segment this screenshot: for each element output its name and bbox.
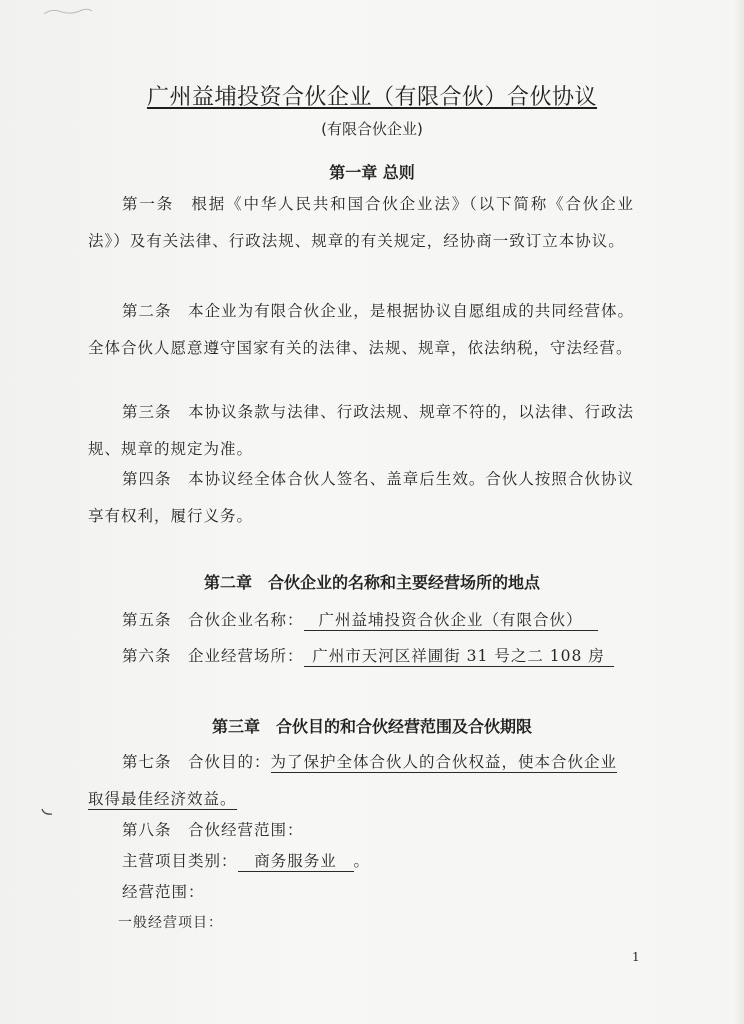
- chapter-2-heading: 第二章 合伙企业的名称和主要经营场所的地点: [203, 573, 540, 592]
- article-6-label: 第六条 企业经营场所：: [122, 647, 304, 665]
- chapter-1-heading: 第一章 总则: [329, 163, 415, 182]
- general-items-label: 一般经营项目：: [118, 915, 223, 931]
- page-number: 1: [632, 950, 640, 964]
- article-3: 第三条 本协议条款与法律、行政法规、规章不符的，以法律、行政法规、规章的规定为准。: [88, 403, 634, 458]
- article-4: 第四条 本协议经全体合伙人签名、盖章后生效。合伙人按照合伙协议享有权利，履行义务。: [88, 470, 634, 525]
- pen-mark-icon: [40, 806, 54, 818]
- main-category: [122, 849, 370, 872]
- page-edge-shadow: [734, 0, 744, 1024]
- partnership-name-field: 广州益埔投资合伙企业（有限合伙）: [304, 610, 598, 631]
- article-2: 第二条 本企业为有限合伙企业，是根据协议自愿组成的共同经营体。全体合伙人愿意遵守国家有关的法律、法规、规章，依法纳税，守法经营。: [88, 302, 634, 357]
- business-scope-label: 经营范围：: [122, 883, 205, 901]
- article-6: [122, 644, 614, 667]
- article-5-label: 第五条 合伙企业名称：: [122, 611, 304, 629]
- article-7: [122, 750, 617, 772]
- chapter-3-heading: 第三章 合伙目的和合伙经营范围及合伙期限: [211, 717, 532, 736]
- article-5: [122, 608, 598, 631]
- partnership-purpose-line2: 取得最佳经济效益。: [88, 790, 237, 808]
- main-category-label: 主营项目类别：: [122, 852, 238, 870]
- article-7-continued: [88, 787, 237, 809]
- document-subtitle: (有限合伙企业): [321, 120, 423, 138]
- staple-mark-icon: [42, 6, 94, 18]
- article-1: 第一条 根据《中华人民共和国合伙企业法》（以下简称《合伙企业法》）及有关法律、行政法规、规章的有关规定，经协商一致订立本协议。: [88, 195, 634, 250]
- document-title: 广州益埔投资合伙企业（有限合伙）合伙协议: [146, 85, 597, 110]
- partnership-purpose-line1: 为了保护全体合伙人的合伙权益，使本合伙企业: [270, 753, 618, 771]
- main-category-end: 。: [353, 852, 371, 870]
- business-address-field: 广州市天河区祥圃街 31 号之二 108 房: [304, 646, 614, 667]
- article-7-label: 第七条 合伙目的：: [122, 753, 271, 771]
- main-category-field: 商务服务业: [238, 851, 354, 872]
- article-8: 第八条 合伙经营范围：: [122, 821, 304, 839]
